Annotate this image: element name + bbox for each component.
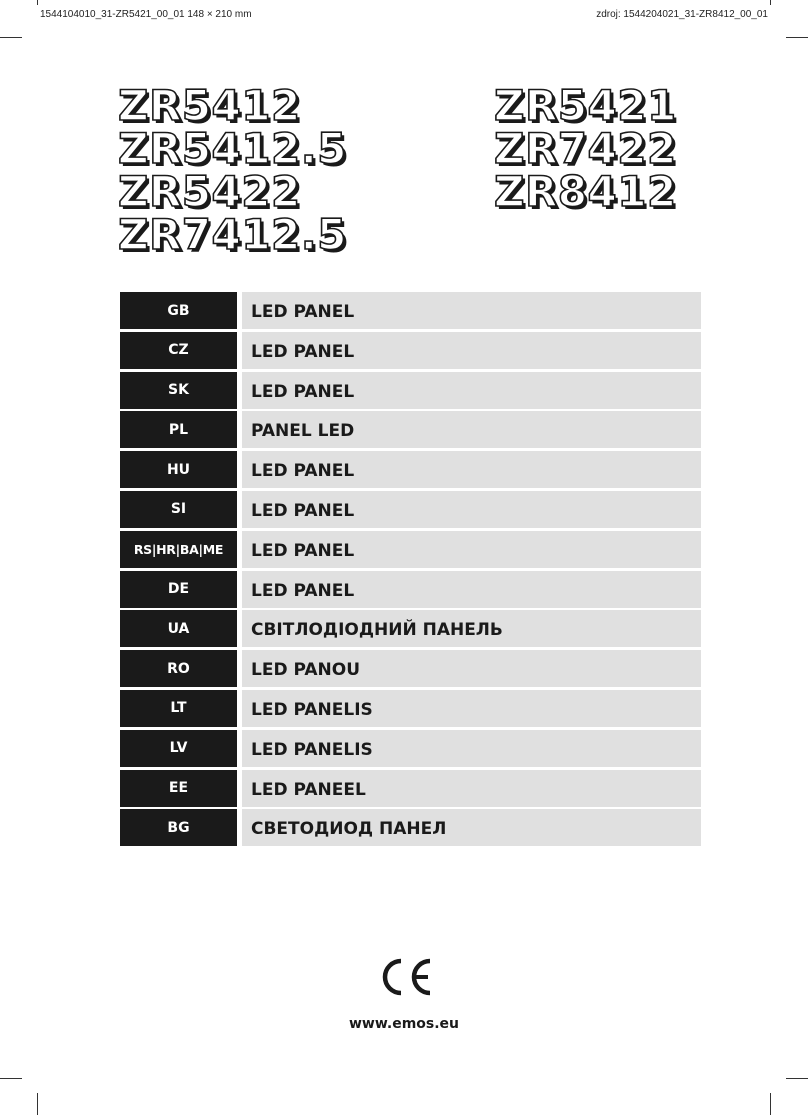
language-code: BG bbox=[120, 809, 237, 846]
language-code: RO bbox=[120, 650, 237, 687]
model-number: ZR7422 bbox=[494, 124, 677, 173]
language-code: PL bbox=[120, 411, 237, 448]
language-code: UA bbox=[120, 610, 237, 647]
language-title: LED PANEL bbox=[242, 531, 701, 568]
header-source-info: zdroj: 1544204021_31-ZR8412_00_01 bbox=[596, 9, 768, 20]
language-title: LED PANEEL bbox=[242, 770, 701, 807]
language-row bbox=[120, 411, 701, 448]
crop-mark-bottom-left-h bbox=[0, 1078, 22, 1079]
model-number: ZR8412 bbox=[494, 167, 677, 216]
language-code: SI bbox=[120, 491, 237, 528]
language-title: PANEL LED bbox=[242, 411, 701, 448]
model-number: ZR5412.5 bbox=[118, 124, 347, 173]
website-url[interactable]: www.emos.eu bbox=[348, 1016, 460, 1032]
language-title: LED PANEL bbox=[242, 292, 701, 329]
model-number: ZR5422 bbox=[118, 167, 301, 216]
language-code: LT bbox=[120, 690, 237, 727]
language-row bbox=[120, 809, 701, 846]
language-code: CZ bbox=[120, 332, 237, 369]
header-file-info: 1544104010_31-ZR5421_00_01 148 × 210 mm bbox=[40, 9, 252, 20]
language-title: LED PANELIS bbox=[242, 730, 701, 767]
language-row bbox=[120, 571, 701, 608]
language-title: LED PANEL bbox=[242, 571, 701, 608]
crop-mark-top-right-h bbox=[786, 37, 808, 38]
model-list-right bbox=[494, 81, 677, 216]
language-table bbox=[120, 292, 701, 849]
language-title: LED PANEL bbox=[242, 451, 701, 488]
crop-mark-bottom-right-h bbox=[786, 1078, 808, 1079]
language-row bbox=[120, 690, 701, 727]
language-title: LED PANEL bbox=[242, 491, 701, 528]
language-row bbox=[120, 451, 701, 488]
ce-mark-icon bbox=[377, 958, 433, 996]
language-row bbox=[120, 770, 701, 807]
language-row bbox=[120, 332, 701, 369]
language-title: СВІТЛОДІОДНИЙ ПАНЕЛЬ bbox=[242, 610, 701, 647]
language-title: LED PANEL bbox=[242, 332, 701, 369]
language-row bbox=[120, 531, 701, 568]
model-number: ZR5421 bbox=[494, 81, 677, 130]
model-number: ZR7412.5 bbox=[118, 210, 347, 259]
language-row bbox=[120, 610, 701, 647]
language-title: LED PANOU bbox=[242, 650, 701, 687]
language-code: RS|HR|BA|ME bbox=[120, 531, 237, 568]
crop-mark-bottom-left-v bbox=[37, 1093, 38, 1115]
language-title: LED PANELIS bbox=[242, 690, 701, 727]
crop-mark-top-left-h bbox=[0, 37, 22, 38]
language-code: DE bbox=[120, 571, 237, 608]
language-title: LED PANEL bbox=[242, 372, 701, 409]
language-row bbox=[120, 730, 701, 767]
crop-mark-top-right-v bbox=[770, 0, 771, 5]
language-code: LV bbox=[120, 730, 237, 767]
language-row bbox=[120, 292, 701, 329]
language-row bbox=[120, 650, 701, 687]
language-row bbox=[120, 372, 701, 409]
language-code: HU bbox=[120, 451, 237, 488]
language-row bbox=[120, 491, 701, 528]
language-code: EE bbox=[120, 770, 237, 807]
language-code: GB bbox=[120, 292, 237, 329]
language-code: SK bbox=[120, 372, 237, 409]
language-title: СВЕТОДИОД ПАНЕЛ bbox=[242, 809, 701, 846]
model-number: ZR5412 bbox=[118, 81, 301, 130]
crop-mark-top-left-v bbox=[37, 0, 38, 5]
model-list-left bbox=[118, 81, 347, 259]
crop-mark-bottom-right-v bbox=[770, 1093, 771, 1115]
